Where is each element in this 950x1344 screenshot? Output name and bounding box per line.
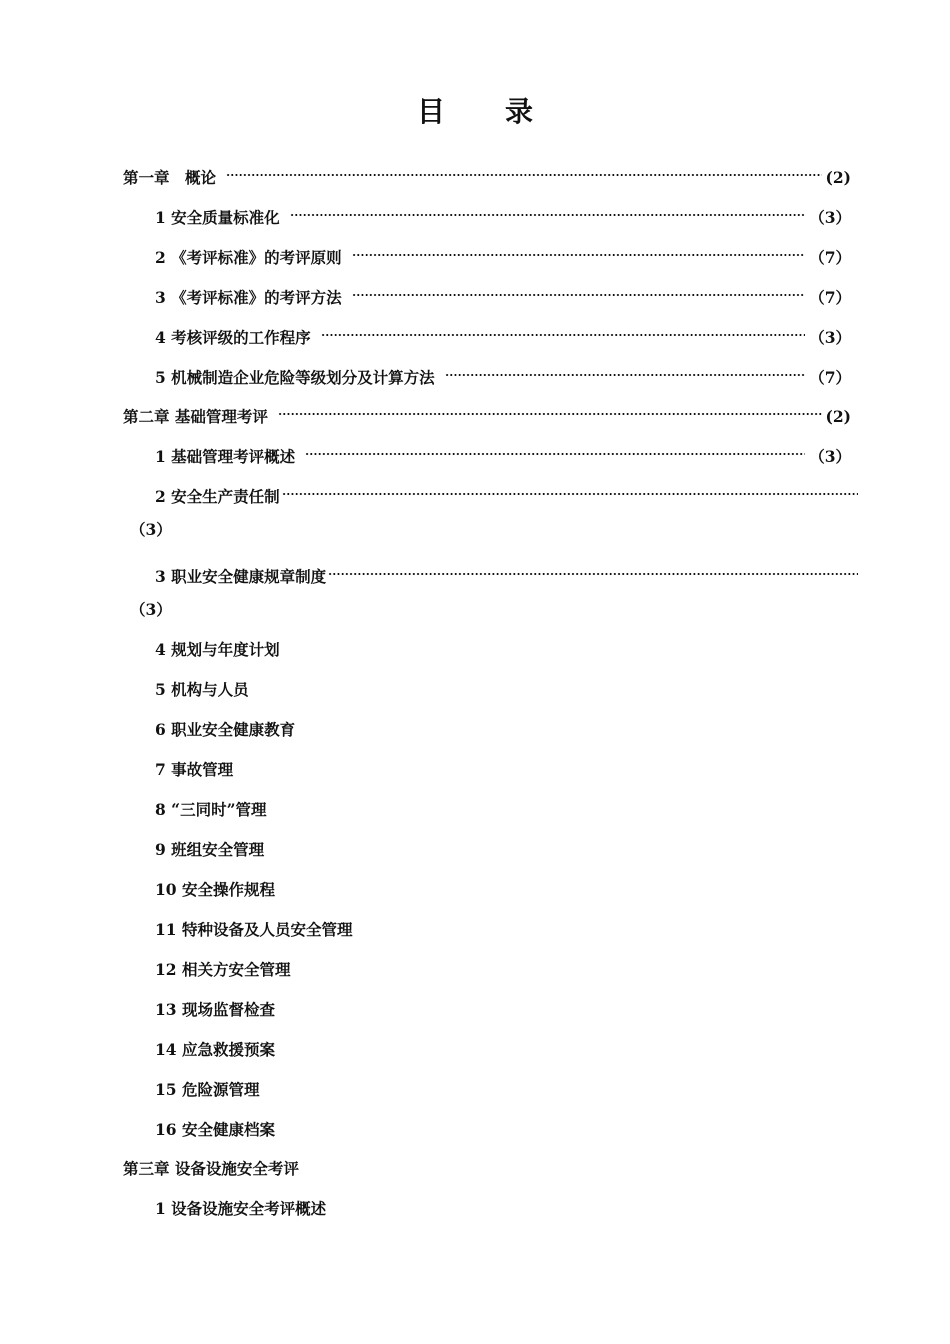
- toc-item[interactable]: [155, 998, 851, 1022]
- toc-label: 3 职业安全健康规章制度: [155, 567, 327, 586]
- toc-item[interactable]: [155, 478, 858, 506]
- page-title: [0, 92, 950, 132]
- toc-item[interactable]: [155, 1197, 851, 1221]
- toc-label: 4 规划与年度计划: [155, 640, 280, 659]
- toc-item[interactable]: [155, 718, 851, 742]
- toc-label: 1 安全质量标准化: [155, 208, 280, 227]
- dot-leader: [278, 398, 822, 422]
- toc-chapter-1[interactable]: [123, 159, 851, 187]
- toc-label: 1 设备设施安全考评概述: [155, 1199, 327, 1218]
- toc-item[interactable]: [155, 319, 851, 347]
- toc-item-page-wrapped: [130, 598, 190, 622]
- toc-label: 10 安全操作规程: [155, 880, 275, 899]
- toc-item[interactable]: [155, 199, 851, 227]
- toc-item[interactable]: [155, 838, 851, 862]
- toc-label: 7 事故管理: [155, 760, 234, 779]
- toc-label: 5 机械制造企业危险等级划分及计算方法: [155, 368, 435, 387]
- toc-item[interactable]: [155, 678, 851, 702]
- toc-label: 11 特种设备及人员安全管理: [155, 920, 353, 939]
- dot-leader: [290, 199, 806, 223]
- toc-item[interactable]: [155, 638, 851, 662]
- toc-chapter-2[interactable]: [123, 398, 851, 426]
- toc-label: 15 危险源管理: [155, 1080, 260, 1099]
- dot-leader: [445, 359, 806, 383]
- toc-label: 5 机构与人员: [155, 680, 249, 699]
- toc-label: 第一章 概论: [123, 168, 217, 187]
- toc-item[interactable]: [155, 878, 851, 902]
- dot-leader: [352, 239, 806, 263]
- toc-item[interactable]: [155, 279, 851, 307]
- toc-page-number: （3）: [809, 328, 851, 347]
- toc-item[interactable]: [155, 359, 851, 387]
- toc-item[interactable]: [155, 239, 851, 267]
- dot-leader: [321, 319, 806, 343]
- toc-label: 3 《考评标准》的考评方法: [155, 288, 342, 307]
- toc-page-number: （3）: [130, 520, 172, 539]
- toc-label: 9 班组安全管理: [155, 840, 265, 859]
- toc-item[interactable]: [155, 1078, 851, 1102]
- toc-label: 第三章 设备设施安全考评: [123, 1159, 299, 1178]
- toc-label: 第二章 基础管理考评: [123, 407, 268, 426]
- dot-leader: [305, 438, 805, 462]
- toc-item[interactable]: [155, 558, 858, 586]
- toc-label: 6 职业安全健康教育: [155, 720, 296, 739]
- toc-item[interactable]: [155, 1038, 851, 1062]
- toc-label: 1 基础管理考评概述: [155, 447, 296, 466]
- toc-label: 2 《考评标准》的考评原则: [155, 248, 342, 267]
- toc-label: 14 应急救援预案: [155, 1040, 275, 1059]
- toc-page-number: (2): [825, 407, 851, 426]
- title-char-2: 录: [505, 95, 534, 128]
- toc-item[interactable]: [155, 1118, 851, 1142]
- toc-page-number: （3）: [130, 600, 172, 619]
- toc-item[interactable]: [155, 958, 851, 982]
- toc-chapter-3[interactable]: [123, 1157, 851, 1181]
- toc-label: 13 现场监督检查: [155, 1000, 275, 1019]
- toc-item[interactable]: [155, 758, 851, 782]
- toc-page-number: （7）: [809, 248, 851, 267]
- title-char-1: 目: [416, 95, 445, 128]
- dot-leader: [328, 558, 858, 582]
- toc-item[interactable]: [155, 918, 851, 942]
- toc-page-number: （7）: [809, 288, 851, 307]
- dot-leader: [282, 478, 858, 502]
- dot-leader: [226, 159, 822, 183]
- toc-label: 8 “三同时”管理: [155, 800, 267, 819]
- toc-page-number: （3）: [809, 447, 851, 466]
- toc-label: 4 考核评级的工作程序: [155, 328, 311, 347]
- toc-item[interactable]: [155, 438, 851, 466]
- toc-item-page-wrapped: [130, 518, 190, 542]
- toc-item[interactable]: [155, 798, 851, 822]
- toc-page-number: （7）: [809, 368, 851, 387]
- toc-page-number: (2): [825, 168, 851, 187]
- toc-page-number: （3）: [809, 208, 851, 227]
- toc-label: 16 安全健康档案: [155, 1120, 275, 1139]
- dot-leader: [352, 279, 806, 303]
- toc-label: 12 相关方安全管理: [155, 960, 291, 979]
- toc-label: 2 安全生产责任制: [155, 487, 280, 506]
